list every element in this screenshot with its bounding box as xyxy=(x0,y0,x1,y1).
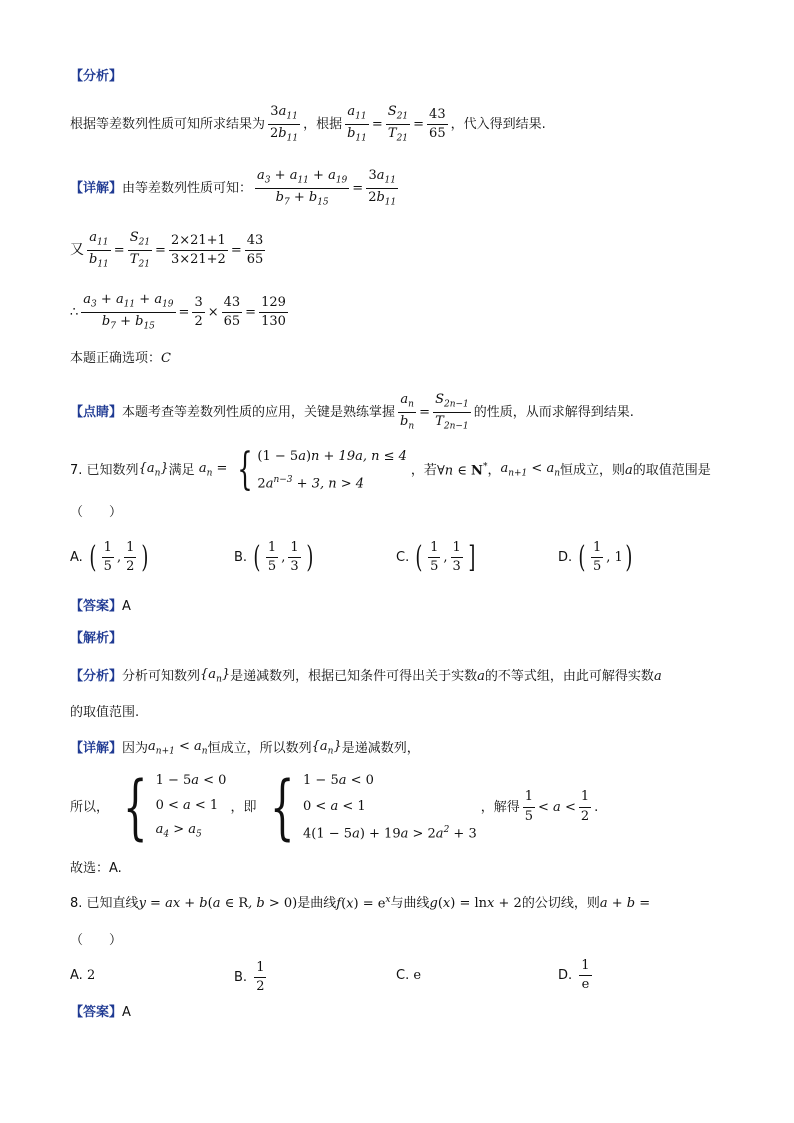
option-label: D. xyxy=(558,550,573,566)
q7-analysis-a: 分析可知数列 xyxy=(122,668,201,684)
therefore-symbol: ∴ xyxy=(70,304,79,320)
option-label: A. xyxy=(70,550,83,566)
fraction-s2n-t2n: $\frac{S_{2n-1}}{T_{2n-1}}$ xyxy=(435,392,469,432)
q7-analysis-c: 的不等式组，由此可解得实数 xyxy=(484,668,654,684)
option-fraction: $\frac{1}{2}$ xyxy=(256,960,265,995)
q7-text-d: ， xyxy=(487,462,501,478)
left-bracket: ( xyxy=(415,539,423,575)
comment-text-a: 本题考查等差数列性质的应用，关键是熟练掌握 xyxy=(122,404,396,420)
q7-explain-heading xyxy=(70,632,754,645)
analysis-line: 根据等差数列性质可知所求结果为 $\frac{3a_{11}}{2b_{11}}$ ，根据 $\frac{a_{11}}{b_{11}}$ = $\frac{S_{21}}{T_{21}}$ = $\frac{43}{65}$ ，代入得到结果. xyxy=(70,104,546,144)
fraction-a11-b11: $\frac{a_{11}}{b_{11}}$ xyxy=(347,104,367,144)
fraction-2x21-3x21: $\frac{2\times 21+1}{3\times 21+2}$ xyxy=(170,232,226,267)
therefore-line: ∴ $\frac{a_3 + a_{11} + a_{19}}{b_7 + b_{15}}$ = $\frac{3}{2}$ × $\frac{43}{65}$ = $\frac{129}{130}$ xyxy=(70,292,286,332)
q7-blank: （ ） xyxy=(70,505,123,520)
q7-system-2: { 1 − 5a < 0 0 < a < 1 $4(1 - 5a) + 19a > 2a^2 + 3$ xyxy=(270,766,477,848)
q7-detail-line: 【详解】 因为 $a_{n+1} < a_n$ 恒成立，所以数列 $\{a_n\}$ 是递减数列， xyxy=(70,739,420,757)
option-label: C. xyxy=(396,968,410,983)
fraction-43-65-b: $\frac{43}{65}$ xyxy=(246,232,264,267)
fraction-1-5: $\frac{1}{5}$ xyxy=(524,789,534,824)
q7-so: 所以， xyxy=(70,799,110,815)
option-fraction: $\frac{1}{e}$ xyxy=(581,958,590,993)
fraction-43-65-c: $\frac{43}{65}$ xyxy=(223,294,241,329)
option-label: A. xyxy=(70,968,83,983)
q7-text-a: 已知数列 xyxy=(86,462,139,478)
detail-text-a: 由等差数列性质可知： xyxy=(122,180,253,196)
q7-detail-a: 因为 xyxy=(122,740,149,756)
option-label: B. xyxy=(234,970,248,986)
option-value: 2 xyxy=(86,968,96,983)
tag-analysis: 【分析】 xyxy=(70,69,123,84)
q8-option-b[interactable] xyxy=(234,960,269,996)
again-line: 又 $\frac{a_{11}}{b_{11}}$ = $\frac{S_{21}}{T_{21}}$ = $\frac{2\times 21+1}{3\times 21+2}$ = $\frac{43}{65}$ xyxy=(70,230,264,270)
q8-text-c: 与曲线 xyxy=(390,895,430,911)
q7-analysis-line-2: 的取值范围. xyxy=(70,705,140,720)
fraction-sum-a-over-sum-b-2: $\frac{a_3 + a_{11} + a_{19}}{b_7 + b_{15}}$ xyxy=(83,292,174,332)
q7-text-f: 的取值范围是 xyxy=(632,462,711,478)
q7-detail-b: 恒成立，所以数列 xyxy=(207,740,312,756)
option-label: B. xyxy=(234,550,248,566)
correct-choice-letter: C xyxy=(161,351,171,366)
left-bracket: ( xyxy=(89,539,97,575)
right-bracket: ) xyxy=(141,539,149,575)
fraction-43-65: $\frac{43}{65}$ xyxy=(429,106,446,141)
correct-choice-line xyxy=(70,352,754,365)
tag-analysis-2: 【分析】 xyxy=(70,668,123,684)
q8-option-d[interactable] xyxy=(558,958,595,994)
option-label: C. xyxy=(396,550,410,566)
analysis-text-b: ，根据 xyxy=(303,116,343,132)
q7-option-d[interactable]: D. ( $\frac{1}{5}$ , 1 ) xyxy=(558,539,633,575)
tag-answer: 【答案】 xyxy=(70,599,123,614)
left-bracket: ( xyxy=(578,539,586,575)
again-prefix: 又 xyxy=(70,242,84,259)
section-analysis-heading xyxy=(70,70,754,83)
q8-option-c[interactable] xyxy=(396,968,421,983)
option-fraction: $\frac{1}{5}$ xyxy=(593,540,602,575)
q8-answer-line xyxy=(70,1006,754,1019)
fraction-129-130: $\frac{129}{130}$ xyxy=(261,294,286,329)
fraction-1-2: $\frac{1}{2}$ xyxy=(580,789,590,824)
option-value: e xyxy=(413,968,422,983)
q7-analysis-b: 是递减数列，根据已知条件可得出关于实数 xyxy=(230,668,478,684)
option-fraction: $\frac{1}{3}$ xyxy=(290,540,299,575)
option-label: D. xyxy=(558,968,573,984)
fraction-an-bn: $\frac{a_n}{b_n}$ xyxy=(400,392,415,432)
right-bracket: ) xyxy=(625,539,633,575)
q7-text-e: 恒成立，则 xyxy=(560,462,626,478)
tag-detail-2: 【详解】 xyxy=(70,740,123,756)
q7-piecewise: { (1 − 5a)n + 19a, n ≤ 4 $2a^{n-3} + 3$, n > 4 xyxy=(237,444,407,495)
analysis-text-c: ，代入得到结果. xyxy=(450,116,546,132)
fraction-3-2: $\frac{3}{2}$ xyxy=(194,294,203,329)
q7-detail-c: 是递减数列， xyxy=(341,740,420,756)
comment-line: 【点睛】 本题考查等差数列性质的应用，关键是熟练掌握 $\frac{a_n}{b_n}$ = $\frac{S_{2n-1}}{T_{2n-1}}$ 的性质，从而求解得到结果. xyxy=(70,392,634,432)
q8-answer-value: A xyxy=(122,1005,131,1020)
comment-text-b: 的性质，从而求解得到结果. xyxy=(473,404,634,420)
tag-answer-2: 【答案】 xyxy=(70,1005,123,1020)
q7-ji: ，即 xyxy=(230,799,257,815)
option-fraction: $\frac{1}{2}$ xyxy=(126,540,135,575)
right-bracket: ) xyxy=(305,539,313,575)
fraction-3a11-2b11-b: $\frac{3a_{11}}{2b_{11}}$ xyxy=(368,168,397,208)
fraction-3a11-2b11: $\frac{3a_{11}}{2b_{11}}$ xyxy=(270,104,299,144)
q7-option-b[interactable]: B. ( $\frac{1}{5}$ , $\frac{1}{3}$ ) xyxy=(234,539,313,575)
option-fraction: $\frac{1}{5}$ xyxy=(430,540,439,575)
question-8-stem: 8. 已知直线 y = ax + b(a ∈ R, b > 0) 是曲线 $f(x) = e^x$ 与曲线 g(x) = lnx + 2 的公切线，则 a + b = xyxy=(70,895,651,912)
q8-option-a[interactable] xyxy=(70,968,95,983)
q8-text-d: 的公切线，则 xyxy=(521,895,600,911)
tag-comment: 【点睛】 xyxy=(70,404,123,420)
q7-option-a[interactable]: A. ( $\frac{1}{5}$ , $\frac{1}{2}$ ) xyxy=(70,539,149,575)
question-7-stem: 7. 已知数列 $\{a_n\}$ 满足 $a_n$ = { (1 − 5a)n + 19a, n ≤ 4 $2a^{n-3} + 3$, n > 4 ，若 ∀n ∈ N* ， $a_{n+1} < a_n$ 恒成立，则 a 的取值范围是 xyxy=(70,444,711,495)
q7-solve: ，解得 xyxy=(480,799,520,815)
q7-text-c: ，若 xyxy=(410,462,437,478)
question-7-number: 7. xyxy=(70,462,83,478)
option-fraction: $\frac{1}{5}$ xyxy=(103,540,112,575)
fraction-s21-t21: $\frac{S_{21}}{T_{21}}$ xyxy=(387,104,409,144)
option-fraction: $\frac{1}{3}$ xyxy=(452,540,461,575)
fraction-s21-t21-b: $\frac{S_{21}}{T_{21}}$ xyxy=(129,230,151,270)
analysis-text-a: 根据等差数列性质可知所求结果为 xyxy=(70,116,266,132)
q7-system-1: { 1 − 5a < 0 0 < a < 1 $a_4 > a_5$ xyxy=(123,766,227,848)
fraction-sum-a-over-sum-b: $\frac{a_3 + a_{11} + a_{19}}{b_7 + b_{15}}$ xyxy=(257,168,348,208)
detail-line: 【详解】 由等差数列性质可知： $\frac{a_3 + a_{11} + a_{19}}{b_7 + b_{15}}$ = $\frac{3a_{11}}{2b_{11}}$ xyxy=(70,168,397,208)
correct-choice-text: 本题正确选项： xyxy=(70,351,162,366)
fraction-a11-b11-b: $\frac{a_{11}}{b_{11}}$ xyxy=(89,230,109,270)
tag-explain: 【解析】 xyxy=(70,631,123,646)
q7-analysis-line: 【分析】 分析可知数列 $\{a_n\}$ 是递减数列，根据已知条件可得出关于实数 a 的不等式组，由此可解得实数 a xyxy=(70,667,662,685)
q7-system-line: 所以， { 1 − 5a < 0 0 < a < 1 $a_4 > a_5$ ，即 { 1 − 5a < 0 0 < a < 1 $4(1 - 5a) + 19a > 2a^2 + 3$ ，解得 $\frac{1}{5}$ < a < $\frac{1}{2}$ . xyxy=(70,766,599,848)
tag-detail: 【详解】 xyxy=(70,180,123,196)
q7-option-c[interactable]: C. ( $\frac{1}{5}$ , $\frac{1}{3}$ ] xyxy=(396,539,476,575)
question-8-number: 8. xyxy=(70,895,83,911)
q8-text-a: 已知直线 xyxy=(86,895,139,911)
q8-blank: （ ） xyxy=(70,933,123,948)
q8-text-b: 是曲线 xyxy=(297,895,337,911)
right-bracket: ] xyxy=(468,539,476,575)
q7-conclusion: 故选：A. xyxy=(70,861,122,876)
q7-answer-line xyxy=(70,600,754,613)
option-fraction: $\frac{1}{5}$ xyxy=(267,540,277,575)
q7-text-b: 满足 xyxy=(168,462,195,478)
q7-answer-value: A xyxy=(122,599,131,614)
left-bracket: ( xyxy=(253,539,261,575)
